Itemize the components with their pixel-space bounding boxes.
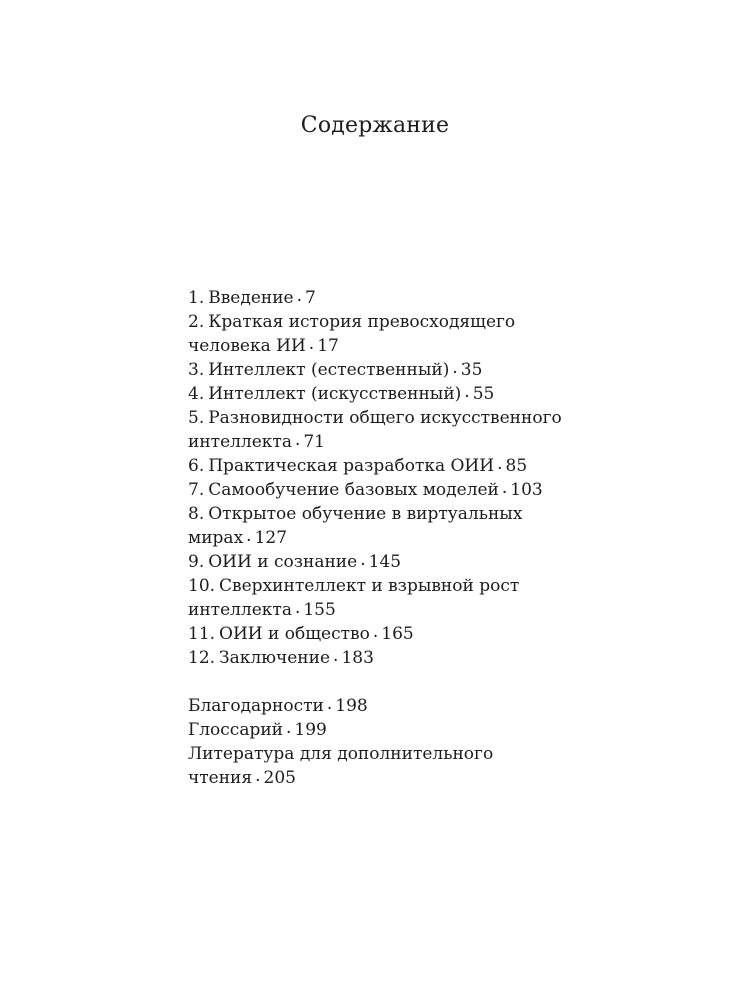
entry-line	[188, 454, 568, 478]
chapter-number: 5.	[188, 408, 205, 428]
entry-line	[188, 334, 568, 358]
chapter-number: 4.	[188, 384, 205, 404]
entry-line	[188, 766, 568, 790]
chapter-list	[188, 286, 568, 670]
entry-line	[188, 622, 568, 646]
chapter-entry	[188, 622, 568, 646]
page-number: 145	[368, 552, 402, 572]
entry-line	[188, 598, 568, 622]
chapter-number: 1.	[188, 288, 205, 308]
chapter-entry	[188, 454, 568, 478]
chapter-entry	[188, 478, 568, 502]
separator-dot: ·	[464, 387, 470, 407]
entry-line	[188, 310, 568, 334]
entry-line	[188, 430, 568, 454]
chapter-entry	[188, 310, 568, 358]
chapter-number: 10.	[188, 576, 216, 596]
entry-line	[188, 502, 568, 550]
entry-title: интеллекта	[188, 600, 292, 620]
page-number: 199	[294, 720, 327, 740]
chapter-entry	[188, 574, 568, 622]
page-number: 17	[317, 336, 339, 356]
separator-dot: ·	[296, 291, 303, 311]
entry-title: чтения	[188, 768, 253, 788]
chapter-entry	[188, 286, 568, 310]
page-number: 55	[472, 384, 495, 404]
entry-title: человека ИИ	[188, 336, 306, 356]
entry-title: Практическая разработка ОИИ	[208, 456, 495, 476]
page-number: 35	[460, 360, 483, 380]
entry-title: ОИИ и сознание	[208, 552, 358, 572]
entry-line	[188, 550, 568, 574]
page-title: Содержание	[300, 113, 450, 138]
entry-title: Интеллект (естественный)	[208, 360, 450, 380]
separator-dot: ·	[255, 771, 261, 791]
page-number: 127	[254, 528, 288, 548]
entry-line	[188, 694, 568, 718]
entry-title: Литература для дополнительного	[188, 744, 494, 764]
page-number: 85	[505, 456, 528, 476]
chapter-number: 8.	[188, 504, 205, 524]
page-number: 183	[341, 648, 374, 668]
chapter-number: 12.	[188, 648, 216, 668]
chapter-number: 6.	[188, 456, 205, 476]
page-number: 103	[510, 480, 543, 500]
back-matter-entry	[188, 718, 568, 742]
chapter-entry	[188, 502, 568, 550]
entry-title: Сверхинтеллект и взрывной рост	[219, 576, 520, 596]
chapter-entry	[188, 382, 568, 406]
back-matter-list	[188, 694, 568, 790]
separator-dot: ·	[308, 339, 315, 359]
entry-title: интеллекта	[188, 432, 292, 452]
separator-dot: ·	[333, 651, 339, 671]
entry-title: Краткая история превосходящего	[208, 312, 516, 332]
separator-dot: ·	[497, 459, 503, 479]
entry-title: ОИИ и общество	[219, 624, 370, 644]
page-number: 71	[303, 432, 325, 452]
entry-title: Интеллект (искусственный)	[208, 384, 462, 404]
entry-line	[188, 646, 568, 670]
entry-line	[188, 718, 568, 742]
table-of-contents	[188, 286, 568, 790]
entry-title: Введение	[208, 288, 294, 308]
separator-dot: ·	[286, 723, 292, 743]
page-number: 7	[305, 288, 316, 308]
back-matter-entry	[188, 694, 568, 718]
chapter-entry	[188, 406, 568, 454]
entry-line	[188, 286, 568, 310]
entry-title: Глоссарий	[188, 720, 284, 740]
entry-title: Самообучение базовых моделей	[208, 480, 499, 500]
chapter-number: 9.	[188, 552, 205, 572]
entry-line	[188, 358, 568, 382]
page-number: 205	[263, 768, 296, 788]
chapter-number: 7.	[188, 480, 205, 500]
entry-line	[188, 742, 568, 766]
separator-dot: ·	[246, 531, 252, 551]
page-number: 198	[335, 696, 368, 716]
entry-line	[188, 478, 568, 502]
chapter-entry	[188, 550, 568, 574]
entry-line	[188, 382, 568, 406]
entry-title: Открытое обучение в виртуальных мирах	[188, 504, 523, 548]
entry-title: Разновидности общего искусственного	[208, 408, 562, 428]
chapter-number: 2.	[188, 312, 205, 332]
page-number: 155	[303, 600, 336, 620]
chapter-entry	[188, 646, 568, 670]
page-number: 165	[381, 624, 414, 644]
separator-dot: ·	[501, 483, 508, 503]
back-matter-entry	[188, 742, 568, 790]
separator-dot: ·	[294, 603, 301, 623]
chapter-number: 11.	[188, 624, 216, 644]
entry-line	[188, 574, 568, 598]
chapter-number: 3.	[188, 360, 205, 380]
chapter-entry	[188, 358, 568, 382]
separator-dot: ·	[452, 363, 458, 383]
separator-dot: ·	[372, 627, 379, 647]
separator-dot: ·	[326, 699, 333, 719]
entry-title: Благодарности	[188, 696, 324, 716]
entry-title: Заключение	[219, 648, 331, 668]
separator-dot: ·	[360, 555, 366, 575]
separator-dot: ·	[294, 435, 301, 455]
entry-line	[188, 406, 568, 430]
